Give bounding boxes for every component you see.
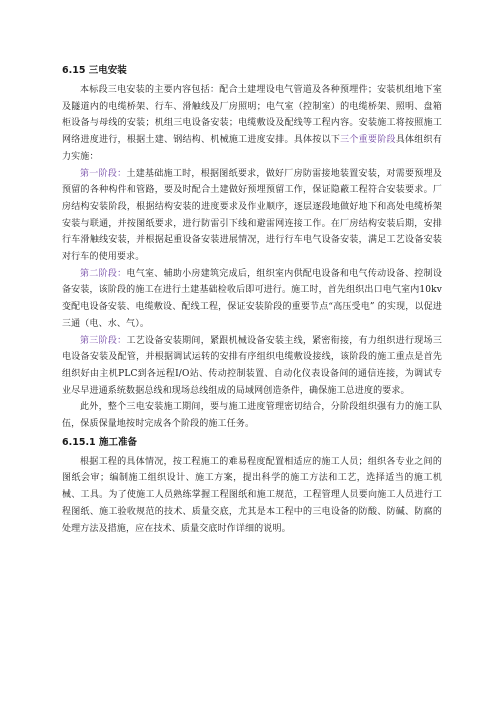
phase-one-paragraph [62,166,442,266]
phase-two-label: 第二阶段： [80,268,127,279]
phase-two-text: 电气室、辅助小房建筑完成后，组织室内供配电设备和电气传动设备、控制设备安装，该阶段的施工在进行土建基础检收后即可进行。施工时，首先组织出口电气室内10kv变配电设备安装、电缆敷设、配线工程，保证安装阶段的重要节点“高压受电” 的实现，以促进三通（电、水、气）。 [62,268,442,329]
section-heading: 6.15 三电安装 [62,65,127,76]
phase-two-paragraph [62,266,442,333]
phase-one-label: 第一阶段： [80,168,127,179]
intro-tail: 具体组织有力实施： [62,135,442,162]
intro-text: 本标段三电安装的主要内容包括：配合土建埋设电气管道及各种预埋件；安装机组地下室及隧道内的电缆桥架、行车、滑触线及厂房照明；电气室（控制室）的电缆桥架、照明、盘箱柜设备与母线的安装；机组三电设备安装；电缆敷设及配线等工程内容。安装施工将按照施工网络进度进行，根据土建、钢结构、机械施工进度安排。具体按以下 [62,85,442,146]
preparation-paragraph: 根据工程的具体情况，按工程施工的难易程度配置相适应的施工人员；组织各专业之间的图纸会审；编制施工组织设计、施工方案，提出科学的施工方法和工艺，选择适当的施工机械、工具。为了使施工人员熟练掌握工程图纸和施工规范，工程管理人员要向施工人员进行工程图纸、施工验收规范的技术、质量交底，尤其是本工程中的三电设备的防酸、防碱、防腐的处理方法及措施，应在技术、质量交底时作详细的说明。 [62,456,442,534]
intro-highlight: 三个重要阶段 [340,135,396,146]
phase-three-text: 工艺设备安装期间，紧跟机械设备安装主线，紧密衔接，有力组织进行现场三电设备安装及配管，并根据调试运转的安排有序组织电缆敷设接线，该阶段的施工重点是首先组织好由主机PLC到各远程I/O站、传动控制装置、自动化仪表设备间的通信连接，为调试专业尽早进通系统数据总线和现场总线组成的局域网创造条件，确保施工总进度的要求。 [62,335,442,396]
summary-paragraph: 此外，整个三电安装施工期间，要与施工进度管理密切结合，分阶段组织强有力的施工队伍，保质保量地按时完成各个阶段的施工任务。 [62,402,442,430]
phase-three-label: 第三阶段： [80,335,127,346]
phase-three-paragraph [62,333,442,400]
subsection-heading: 6.15.1 施工准备 [62,436,137,448]
intro-paragraph [62,82,442,166]
phase-one-text: 土建基础施工时，根据图纸要求，做好厂房防雷接地装置安装，对需要预埋及预留的各种构件和管路，要及时配合土建做好预埋预留工作，保证隐蔽工程符合安装要求。厂房结构安装阶段，根据结构安装的进度要求及作业顺序，逐层逐段地做好地下和高处电缆桥架安装与联通，并按图纸要求，进行防雷引下线和避雷网连接工作。在厂房结构安装后期，安排行车滑触线安装，并根据起重设备安装进展情况，进行行车电气设备安装，满足工艺设备安装对行车的使用要求。 [62,168,442,263]
document-page [62,64,442,537]
